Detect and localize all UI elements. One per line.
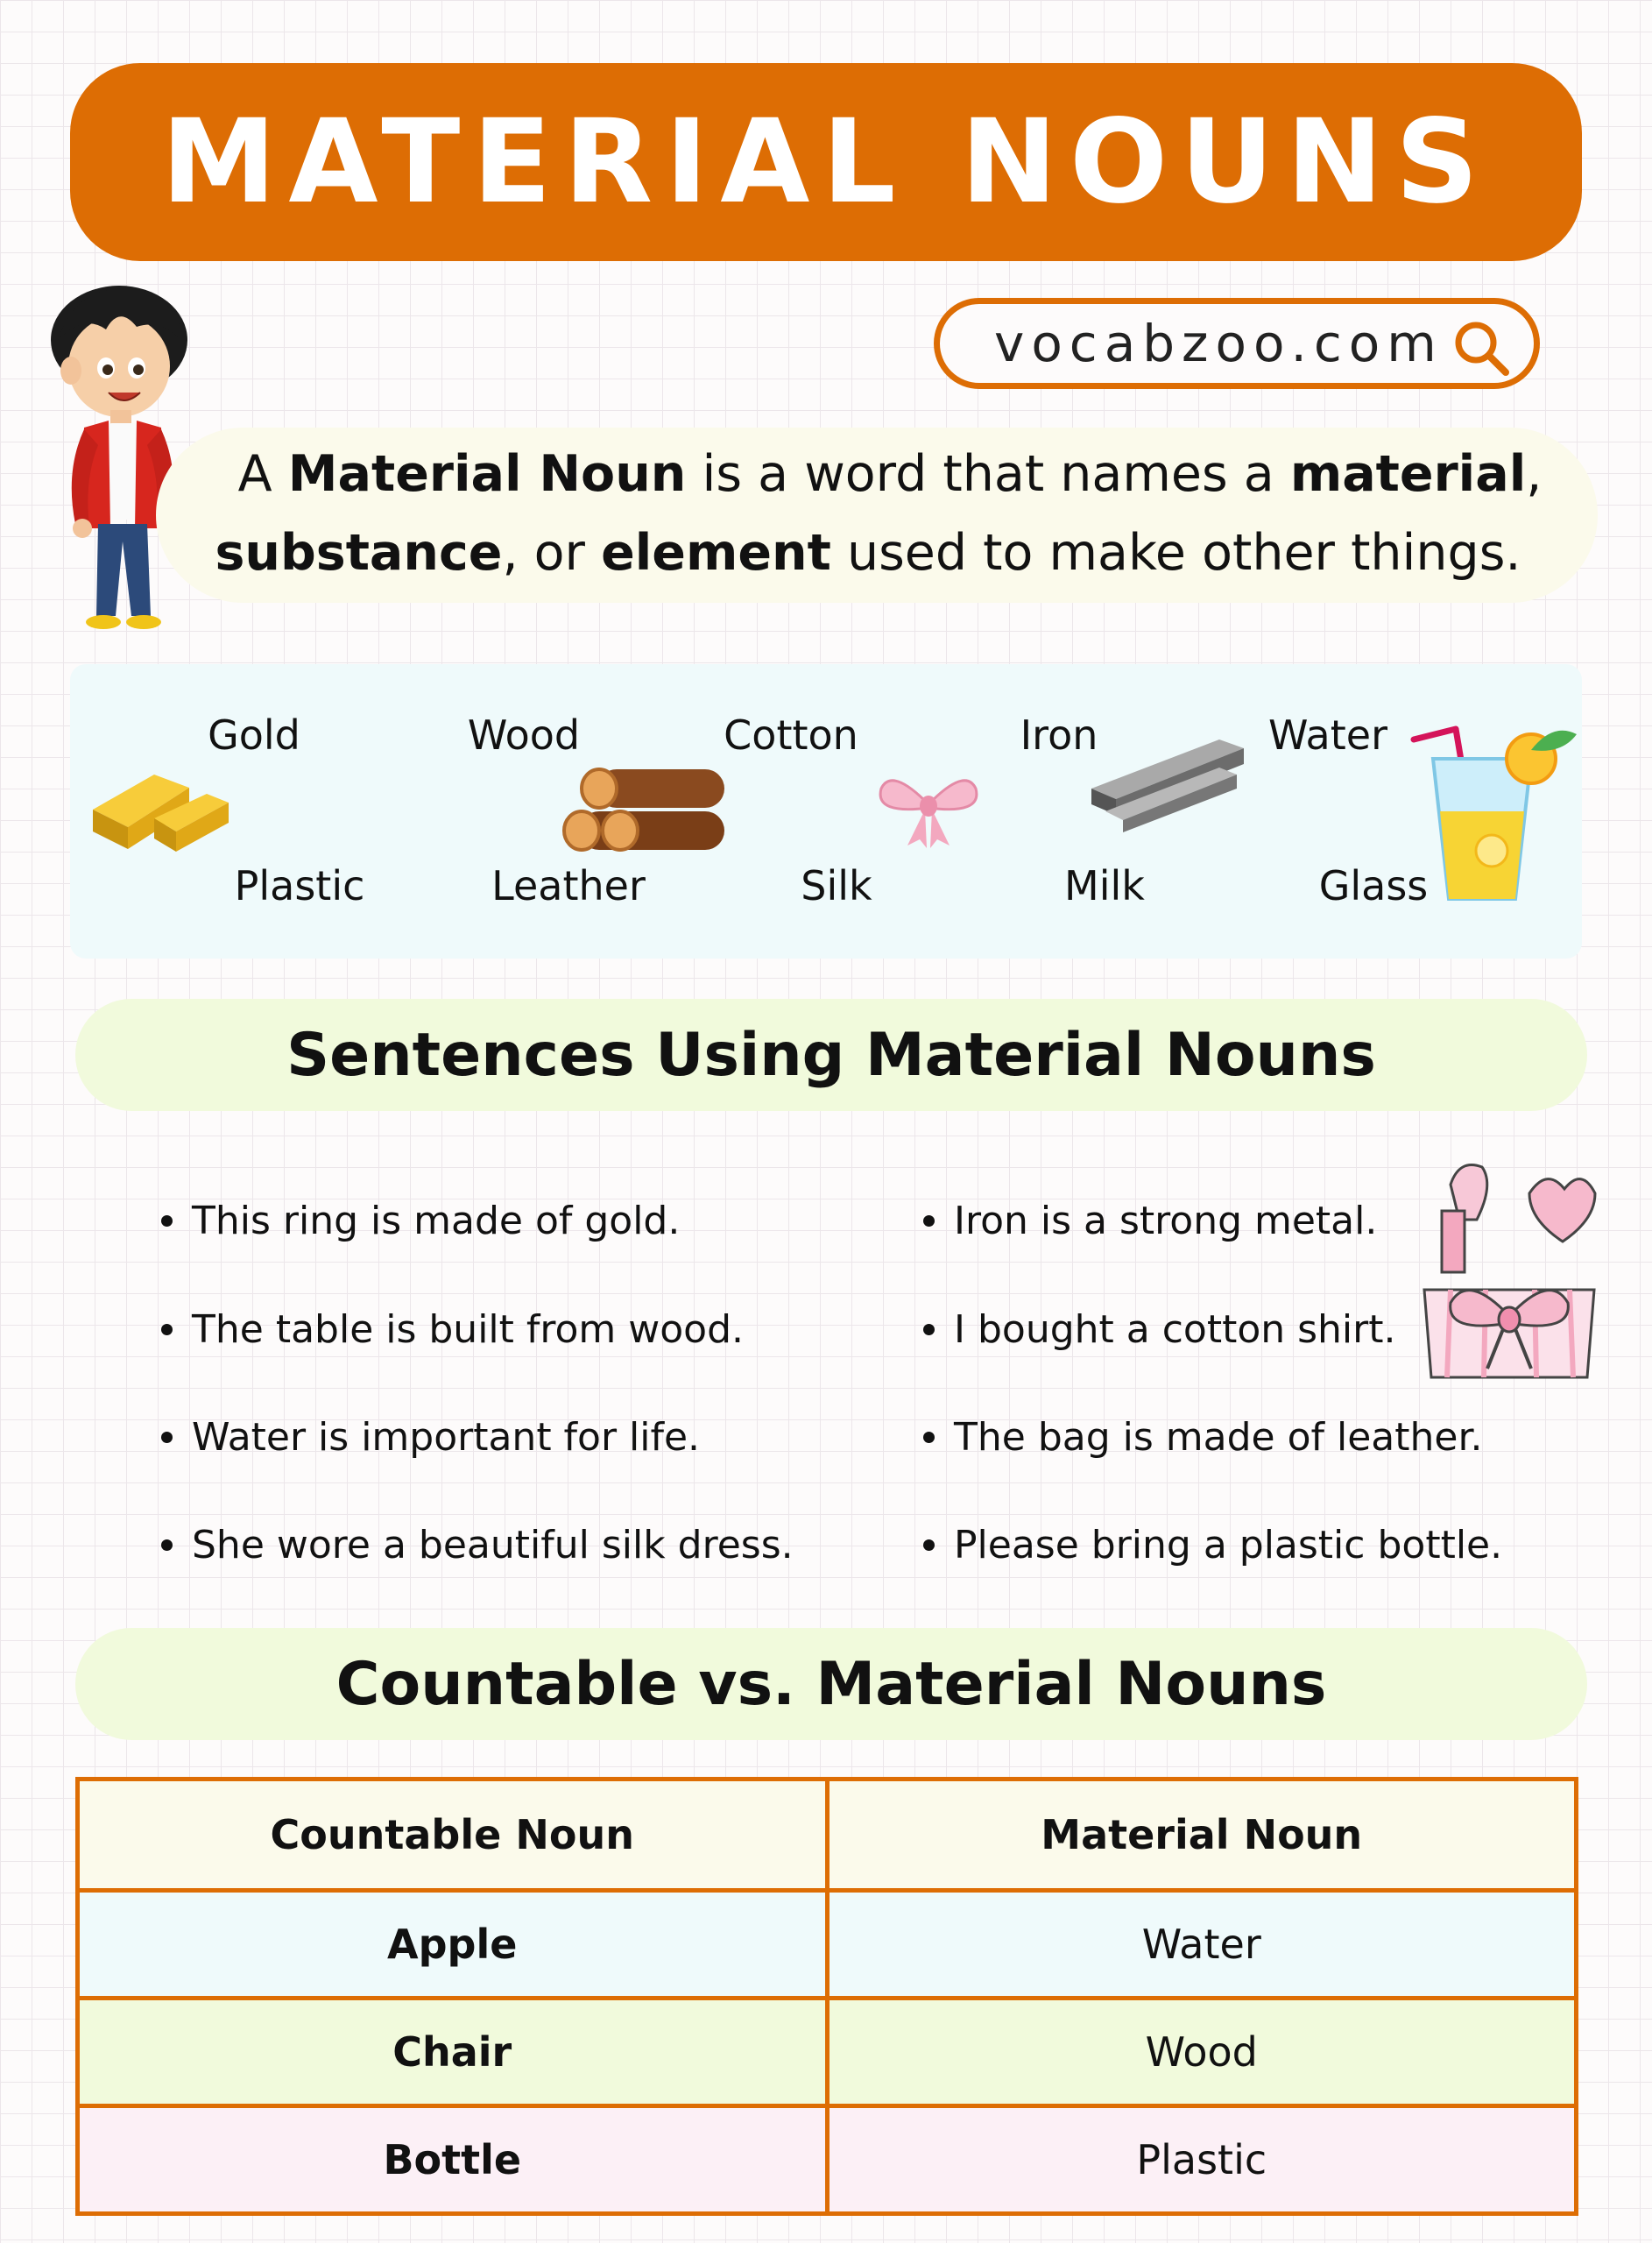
iron-bars-image — [1088, 736, 1247, 832]
definition-line-1: A Material Noun is a word that names a material, — [237, 445, 1543, 503]
wood-logs-image — [562, 762, 729, 859]
sentence-item: Please bring a plastic bottle. — [923, 1523, 1502, 1567]
example-word: Wood — [467, 711, 581, 759]
example-word: Iron — [1020, 711, 1098, 759]
page-title: MATERIAL NOUNS — [161, 95, 1491, 230]
section-title: Countable vs. Material Nouns — [335, 1649, 1327, 1719]
sentence-item: This ring is made of gold. — [161, 1199, 680, 1243]
gold-bars-image — [84, 748, 233, 862]
example-word: Plastic — [234, 862, 365, 909]
table-row — [78, 1891, 1577, 1999]
table-header-row — [78, 1780, 1577, 1891]
sentence-item: I bought a cotton shirt. — [923, 1307, 1395, 1352]
sentence-item: The table is built from wood. — [161, 1307, 744, 1352]
table-cell: Chair — [78, 1999, 828, 2106]
column-header: Material Noun — [827, 1780, 1577, 1891]
sentence-item: Iron is a strong metal. — [923, 1199, 1377, 1243]
table-cell: Plastic — [827, 2106, 1577, 2214]
table-cell: Wood — [827, 1999, 1577, 2106]
comparison-table — [75, 1777, 1578, 2216]
examples-panel — [70, 664, 1582, 959]
site-search-pill[interactable] — [934, 298, 1540, 389]
sentence-item: The bag is made of leather. — [923, 1415, 1482, 1460]
title-banner — [70, 63, 1582, 261]
water-glass-image — [1408, 724, 1584, 908]
example-word: Cotton — [724, 711, 858, 759]
table-cell: Water — [827, 1891, 1577, 1999]
comparison-heading — [75, 1628, 1587, 1740]
section-title: Sentences Using Material Nouns — [286, 1020, 1376, 1090]
table-row — [78, 1999, 1577, 2106]
sentence-item: She wore a beautiful silk dress. — [161, 1523, 794, 1567]
definition-box — [156, 428, 1598, 603]
site-url: vocabzoo.com — [994, 314, 1444, 373]
example-word: Leather — [491, 862, 646, 909]
example-word: Milk — [1064, 862, 1145, 909]
sentence-item: Water is important for life. — [161, 1415, 700, 1460]
example-word: Gold — [208, 711, 300, 759]
example-word: Water — [1268, 711, 1387, 759]
table-cell: Bottle — [78, 2106, 828, 2214]
cosmetic-bag-image — [1415, 1158, 1603, 1390]
silk-bow-image — [874, 762, 983, 850]
search-icon — [1451, 318, 1513, 379]
table-cell: Apple — [78, 1891, 828, 1999]
sentences-heading — [75, 999, 1587, 1111]
definition-line-2: substance, or element used to make other things. — [215, 524, 1521, 582]
example-word: Glass — [1318, 862, 1429, 909]
example-word: Silk — [801, 862, 872, 909]
column-header: Countable Noun — [78, 1780, 828, 1891]
table-row — [78, 2106, 1577, 2214]
